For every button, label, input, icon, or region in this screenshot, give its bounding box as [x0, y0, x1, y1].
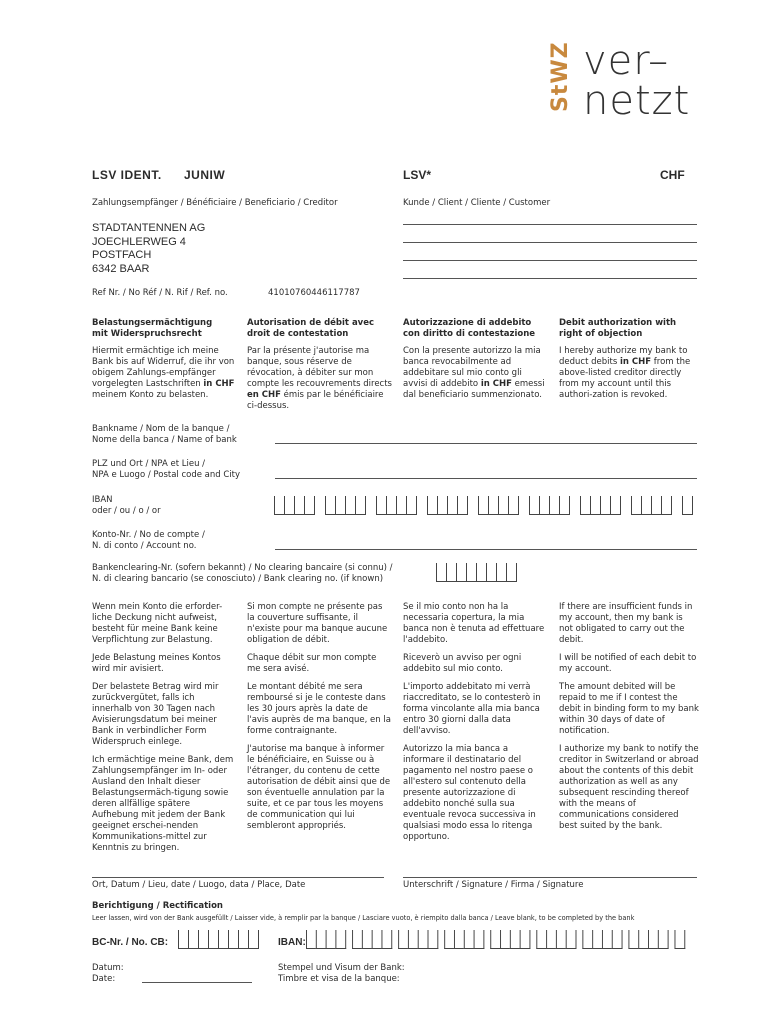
rect-iban-label: IBAN:: [278, 937, 306, 948]
place-date-label: Ort, Datum / Lieu, date / Luogo, data / Place, Date: [92, 880, 306, 890]
datum-label-line: Datum:: [92, 963, 124, 973]
customer-line-1[interactable]: [403, 224, 697, 225]
bank-name-label-line: Nome della banca / Name of bank: [92, 435, 237, 445]
terms-col-it: [403, 602, 548, 850]
customer-label: Kunde / Client / Cliente / Customer: [403, 198, 551, 208]
bc-nr-boxes[interactable]: [178, 930, 259, 948]
auth-col-fr: [247, 318, 392, 412]
auth-text: emessi dal beneficiario summenzionato.: [403, 379, 545, 400]
auth-title: Autorisation de débit avec droit de contestation: [247, 318, 375, 339]
auth-currency: en CHF: [247, 390, 281, 400]
auth-text: I hereby authorize my bank to deduct debits: [559, 346, 688, 367]
datum-label: [92, 963, 124, 985]
customer-line-4[interactable]: [403, 278, 697, 279]
lsv-ident-value: JUNIW: [184, 168, 226, 182]
bc-nr-label: BC-Nr. / No. CB:: [92, 937, 169, 948]
terms-paragraph: Der belastete Betrag wird mir zurückvergütet, falls ich innerhalb von 30 Tagen nach Avisierungsdatum bei meiner Bank in verbindlicher Form Widerspruch einlege.: [92, 682, 219, 747]
signature-field[interactable]: [403, 877, 697, 878]
ref-value: 41010760446117787: [268, 288, 360, 298]
auth-currency: in CHF: [619, 357, 652, 367]
auth-text: Par la présente j'autorise ma banque, sous réserve de révocation, à débiter sur mon compte les recouvrements directs: [247, 346, 392, 389]
logo-mark: StWZ: [548, 41, 573, 112]
plz-field[interactable]: [275, 478, 697, 479]
terms-col-en: [559, 602, 699, 839]
konto-field[interactable]: [275, 549, 697, 550]
customer-line-2[interactable]: [403, 242, 697, 243]
auth-currency: in CHF: [480, 379, 512, 389]
clearing-label: [92, 563, 393, 585]
iban-label: [92, 495, 161, 517]
terms-paragraph: Le montant débité me sera remboursé si je le conteste dans les 30 jours après la date de l'avis auprès de ma banque, en la forme contraignante.: [247, 682, 391, 736]
terms-paragraph: The amount debited will be repaid to me if I contest the debit in binding form to my bank within 30 days of date of notification.: [559, 682, 699, 736]
terms-paragraph: Se il mio conto non ha la necessaria copertura, la mia banca non è tenuta ad effettuare l'addebito.: [403, 602, 545, 645]
datum-label-line: Date:: [92, 974, 116, 984]
konto-label: [92, 530, 205, 552]
rect-iban-boxes[interactable]: [306, 930, 685, 948]
auth-title: Debit authorization with right of objection: [559, 318, 677, 339]
rectification-title: Berichtigung / Rectification: [92, 901, 223, 911]
plz-label: [92, 459, 240, 481]
auth-text: from the above-listed creditor directly from my account until this authori-zation is revoked.: [559, 357, 691, 400]
auth-col-de: [92, 318, 237, 401]
creditor-line: 6342 BAAR: [92, 262, 150, 275]
stamp-label: [278, 963, 405, 985]
terms-paragraph: J'autorise ma banque à informer le bénéficiaire, en Suisse ou à l'étranger, du contenu de cette autorisation de débit ainsi que de son éventuelle annulation par la suite, et ce par tous les moyens de communication qui lui sembleront appropriés.: [247, 744, 391, 831]
auth-currency: in CHF: [203, 379, 235, 389]
bank-name-field[interactable]: [275, 443, 697, 444]
terms-paragraph: Riceverò un avviso per ogni addebito sul mio conto.: [403, 653, 522, 674]
terms-paragraph: Chaque débit sur mon compte me sera avisé.: [247, 653, 377, 674]
stamp-label-line: Stempel und Visum der Bank:: [278, 963, 405, 973]
terms-paragraph: I will be notified of each debit to my account.: [559, 653, 697, 674]
auth-title: Autorizzazione di addebito con diritto di contestazione: [403, 318, 536, 339]
creditor-label: Zahlungsempfänger / Bénéficiaire / Beneficiario / Creditor: [92, 198, 338, 208]
terms-paragraph: If there are insufficient funds in my account, then my bank is not obligated to carry out the debit.: [559, 602, 693, 645]
customer-line-3[interactable]: [403, 260, 697, 261]
iban-label-line: IBAN: [92, 495, 113, 505]
terms-col-fr: [247, 602, 392, 839]
auth-text: Con la presente autorizzo la mia banca revocabilmente ad addebitare sul mio conto gli avvisi di addebito: [403, 346, 541, 389]
bank-name-label-line: Bankname / Nom de la banque /: [92, 424, 230, 434]
konto-label-line: N. di conto / Account no.: [92, 541, 197, 551]
terms-paragraph: Autorizzo la mia banca a informare il destinatario del pagamento nel nostro paese o all'estero sul contenuto della presente autorizzazione di addebito nonché sulla sua eventuale revoca successiva in qualsiasi modo essa lo ritenga opportuno.: [403, 744, 536, 842]
logo-line2: netzt: [583, 78, 691, 124]
terms-paragraph: I authorize my bank to notify the creditor in Switzerland or abroad about the contents of this debit authorization as well as any subsequent rescinding thereof with the means of communications considered best suited by the bank.: [559, 744, 699, 831]
signature-label: Unterschrift / Signature / Firma / Signature: [403, 880, 584, 890]
clearing-boxes[interactable]: [436, 563, 517, 581]
auth-col-en: [559, 318, 699, 401]
lsv-star-label: LSV*: [403, 168, 432, 182]
bank-name-label: [92, 424, 237, 446]
iban-label-line: oder / ou / o / or: [92, 506, 161, 516]
clearing-label-line: Bankenclearing-Nr. (sofern bekannt) / No clearing bancaire (si connu) /: [92, 563, 393, 573]
datum-field[interactable]: [142, 982, 252, 983]
ref-label: Ref Nr. / No Réf / N. Rif / Ref. no.: [92, 288, 228, 298]
plz-label-line: PLZ und Ort / NPA et Lieu /: [92, 459, 206, 469]
creditor-line: POSTFACH: [92, 249, 152, 261]
terms-col-de: [92, 602, 237, 861]
logo-line1: ver–: [583, 38, 670, 84]
stamp-label-line: Timbre et visa de la banque:: [278, 974, 400, 984]
lsv-ident-label: LSV IDENT.: [92, 168, 162, 182]
creditor-address: [92, 222, 205, 276]
terms-paragraph: Si mon compte ne présente pas la couverture suffisante, il n'existe pour ma banque aucune obligation de débit.: [247, 602, 388, 645]
creditor-line: STADTANTENNEN AG: [92, 222, 206, 234]
auth-text: Hiermit ermächtige ich meine Bank bis auf Widerruf, die ihr von obigem Zahlungs-empfänger vorgelegten Lastschriften: [92, 346, 235, 389]
auth-text: émis par le bénéficiaire ci-dessus.: [247, 390, 384, 411]
iban-boxes[interactable]: [274, 496, 693, 514]
terms-paragraph: Jede Belastung meines Kontos wird mir avisiert.: [92, 653, 221, 674]
creditor-line: JOECHLERWEG 4: [92, 235, 186, 248]
currency-label: CHF: [660, 168, 685, 182]
auth-col-it: [403, 318, 548, 401]
terms-paragraph: L'importo addebitato mi verrà riaccreditato, se lo contesterò in forma vincolante alla mia banca entro 30 giorni dalla data dell'avviso.: [403, 682, 541, 736]
auth-title: Belastungsermächtigung mit Widerspruchsrecht: [92, 318, 213, 339]
plz-label-line: NPA e Luogo / Postal code and City: [92, 470, 241, 480]
konto-label-line: Konto-Nr. / No de compte /: [92, 530, 205, 540]
place-date-field[interactable]: [92, 877, 384, 878]
auth-text: meinem Konto zu belasten.: [92, 390, 209, 400]
rectification-note: Leer lassen, wird von der Bank ausgefüllt / Laisser vide, à remplir par la banque / Lasciare vuoto, è riempito dalla banca / Leave blank, to be completed by the bank: [92, 914, 635, 922]
terms-paragraph: Ich ermächtige meine Bank, dem Zahlungsempfänger im In- oder Ausland den Inhalt dieser Belastungsermäch-tigung sowie deren allfällige spätere Aufhebung mit jedem der Bank geeignet erschei-nenden Kommunikations-mittel zur Kenntnis zu bringen.: [92, 755, 234, 853]
clearing-label-line: N. di clearing bancario (se conosciuto) / Bank clearing no. (if known): [92, 574, 384, 584]
terms-paragraph: Wenn mein Konto die erforder-liche Deckung nicht aufweist, besteht für meine Bank keine Verpflichtung zur Belastung.: [92, 602, 223, 645]
